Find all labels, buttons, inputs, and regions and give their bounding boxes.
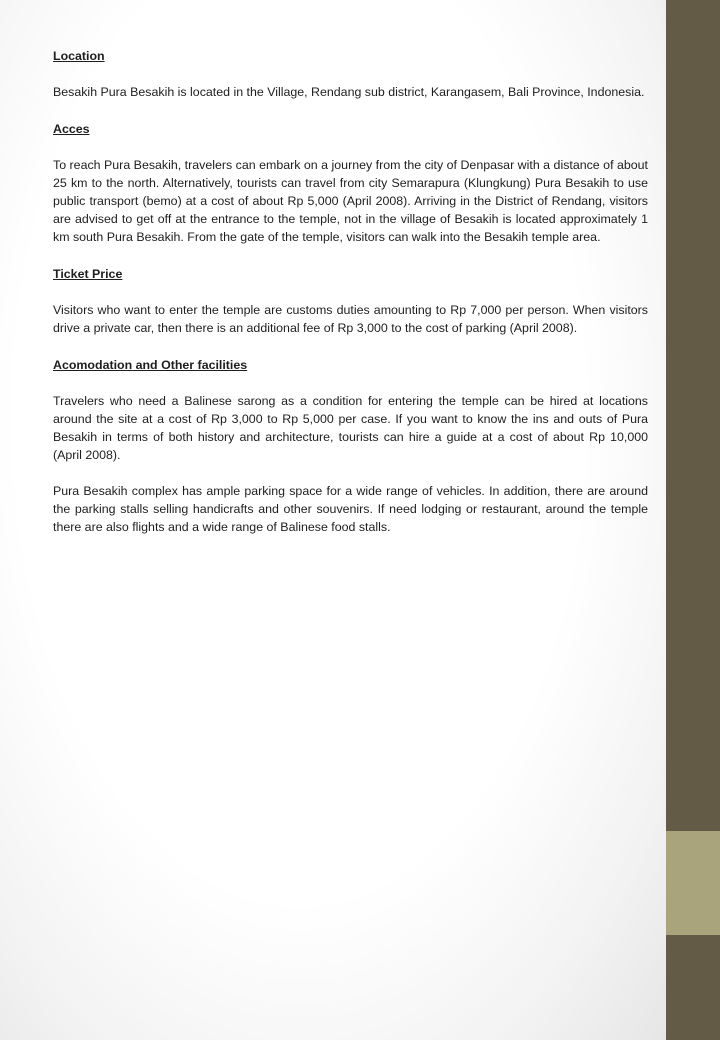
- paragraph-access: To reach Pura Besakih, travelers can embark on a journey from the city of Denpasar with a distance of about 25 km to the north. Alternatively, tourists can travel from city Semarapura (Klungkung) Pura Besakih to use public transport (bemo) at a cost of about Rp 5,000 (April 2008). Arriving in the District of Rendang, visitors are advised to get off at the entrance to the temple, not in the village of Besakih is located approximately 1 km south Pura Besakih. From the gate of the temple, visitors can walk into the Besakih temple area.: [53, 158, 648, 244]
- heading-location: Location: [53, 49, 105, 63]
- decorative-sidebar: [666, 0, 720, 1040]
- paragraph-accommodation-parking: Pura Besakih complex has ample parking space for a wide range of vehicles. In addition, there are around the parking stalls selling handicrafts and other souvenirs. If need lodging or restaurant, around the temple there are also flights and a wide range of Balinese food stalls.: [53, 484, 648, 534]
- heading-access: Acces: [53, 122, 90, 136]
- sidebar-band-top: [666, 0, 720, 831]
- document-body: [53, 46, 648, 554]
- sidebar-band-accent: [666, 831, 720, 935]
- heading-accommodation: Acomodation and Other facilities: [53, 358, 248, 372]
- paragraph-accommodation-sarong: Travelers who need a Balinese sarong as a condition for entering the temple can be hired at locations around the site at a cost of Rp 3,000 to Rp 5,000 per case. If you want to know the ins and outs of Pura Besakih in terms of both history and architecture, tourists can hire a guide at a cost of about Rp 10,000 (April 2008).: [53, 394, 648, 462]
- paragraph-ticket-price: Visitors who want to enter the temple are customs duties amounting to Rp 7,000 per person. When visitors drive a private car, then there is an additional fee of Rp 3,000 to the cost of parking (April 2008).: [53, 303, 648, 335]
- heading-ticket-price: Ticket Price: [53, 267, 123, 281]
- paragraph-location: Besakih Pura Besakih is located in the Village, Rendang sub district, Karangasem, Bali Province, Indonesia.: [53, 85, 645, 99]
- sidebar-band-bottom: [666, 935, 720, 1040]
